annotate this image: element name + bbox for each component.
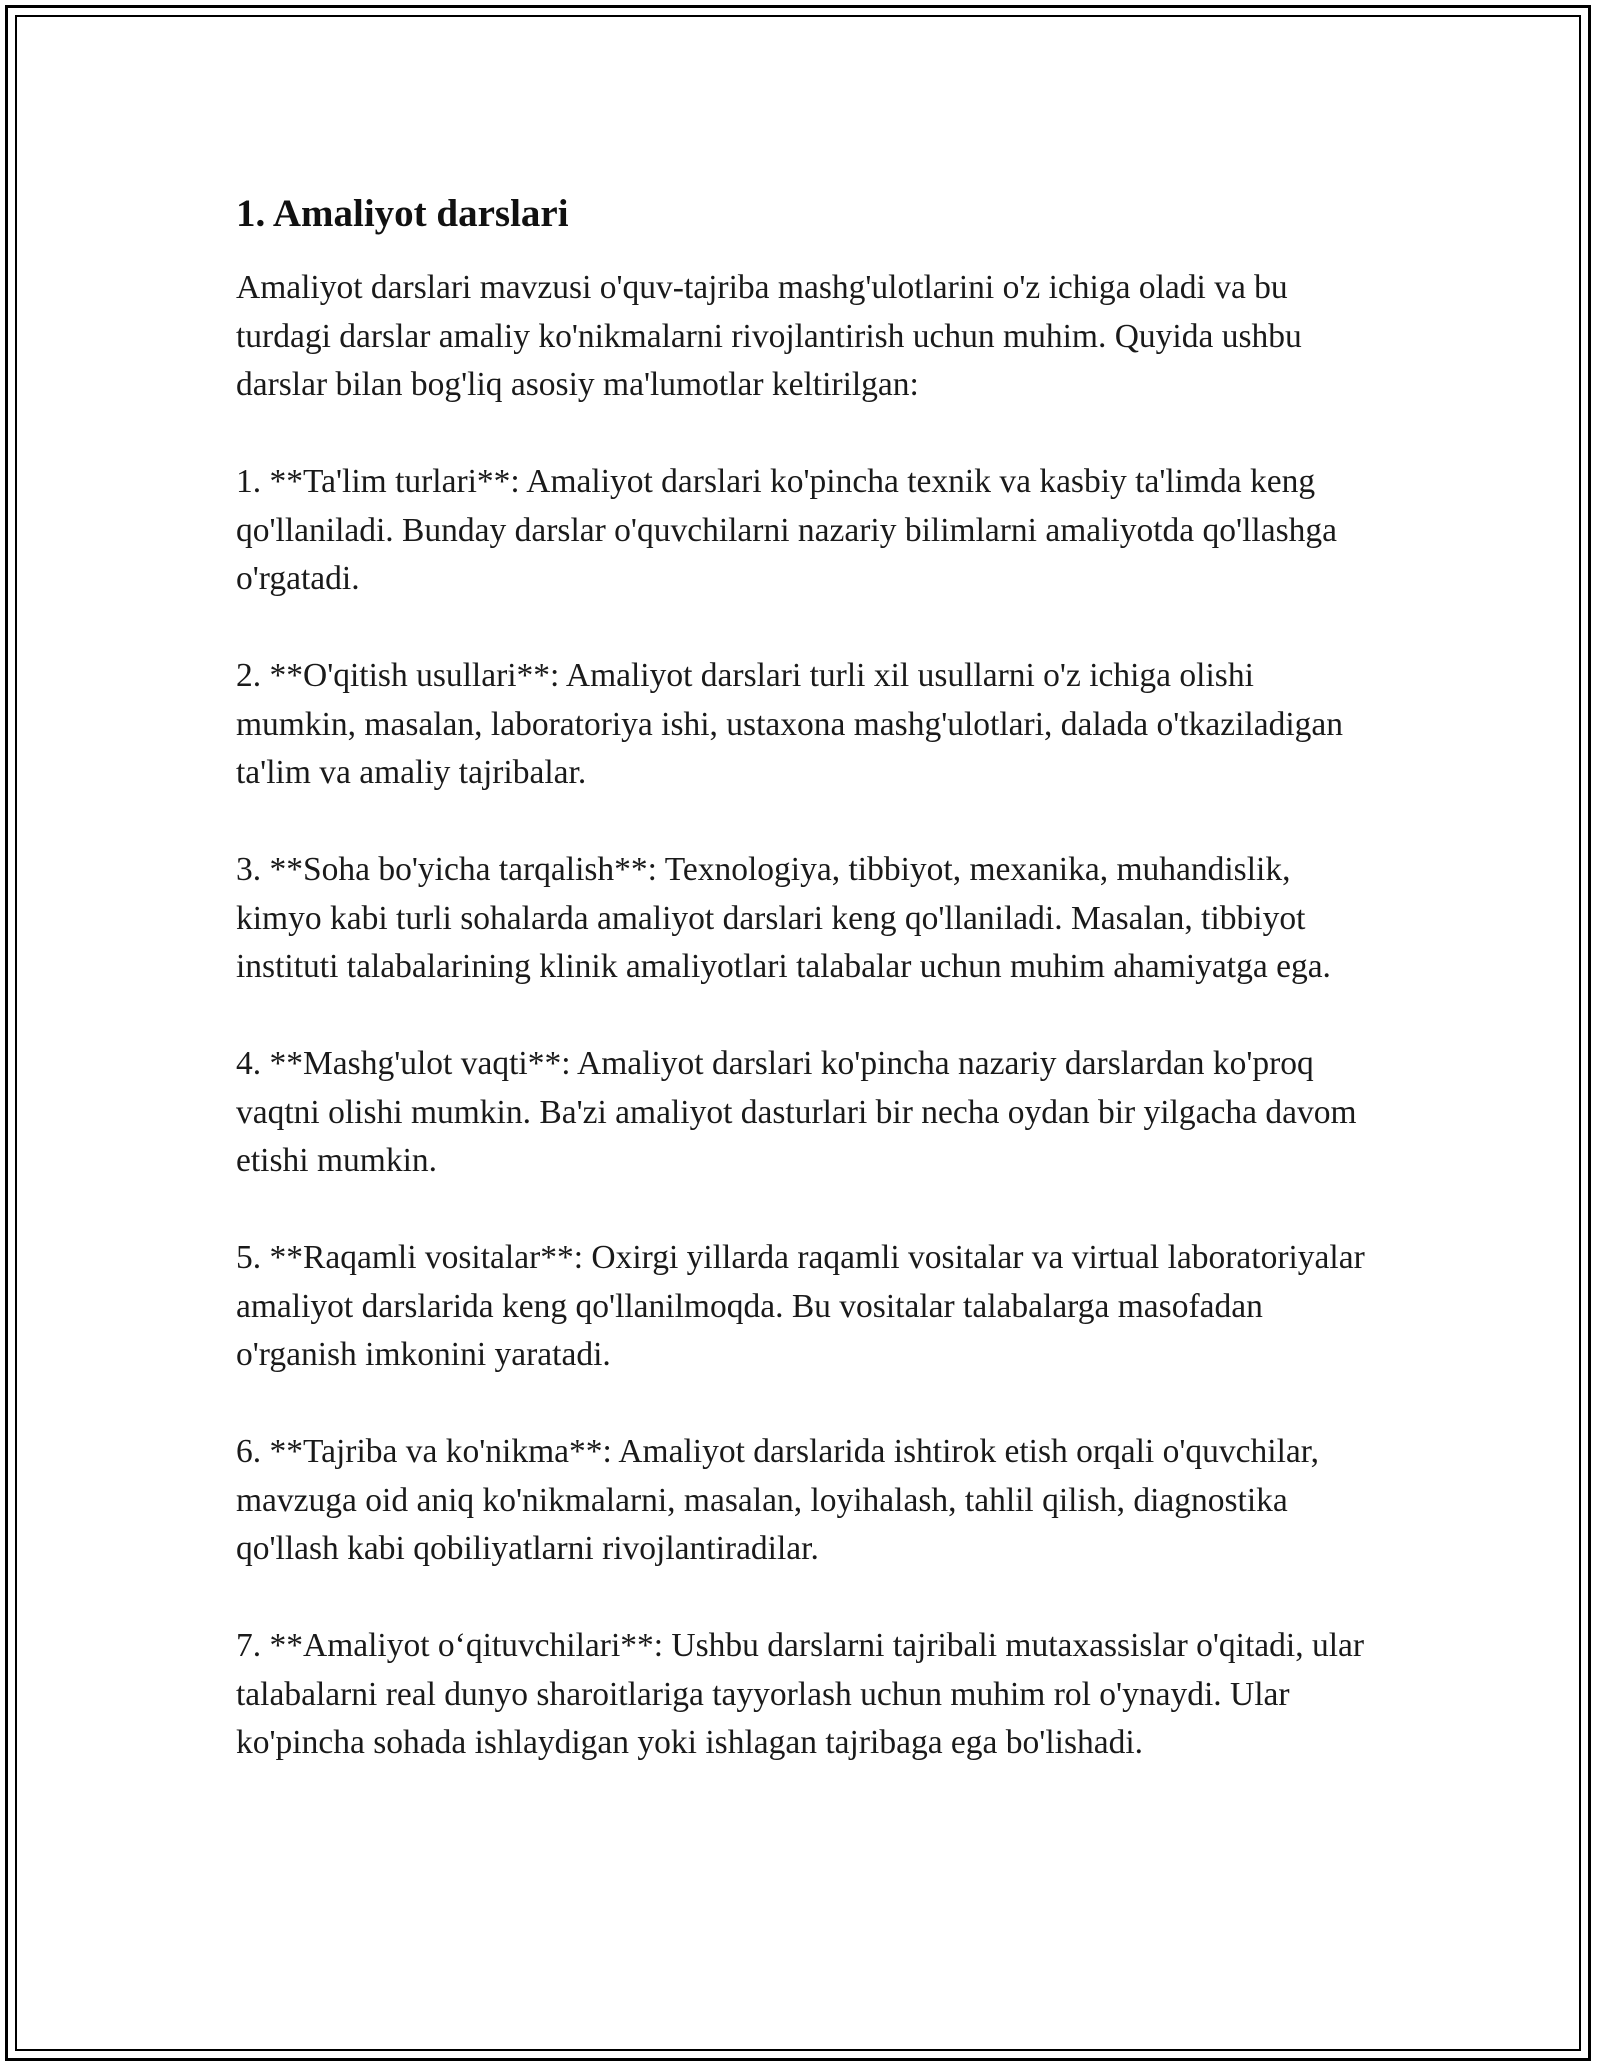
list-item-4: 4. **Mashg'ulot vaqti**: Amaliyot darslari ko'pincha nazariy darslardan ko'proq vaqtni olishi mumkin. Ba'zi amaliyot dasturlari bir necha oydan bir yilgacha davom etishi mumkin. — [236, 1045, 1357, 1179]
list-item-6: 6. **Tajriba va ko'nikma**: Amaliyot darslarida ishtirok etish orqali o'quvchilar, mavzuga oid aniq ko'nikmalarni, masalan, loyihalash, tahlil qilish, diagnostika qo'llash kabi qobiliyatlarni rivojlantiradilar. — [236, 1433, 1319, 1567]
list-item-3: 3. **Soha bo'yicha tarqalish**: Texnologiya, tibbiyot, mexanika, muhandislik, kimyo kabi turli sohalarda amaliyot darslari keng qo'llaniladi. Masalan, tibbiyot instituti talabalarining klinik amaliyotlari talabalar uchun muhim ahamiyatga ega. — [236, 851, 1331, 985]
list-item-2: 2. **O'qitish usullari**: Amaliyot darslari turli xil usullarni o'z ichiga olishi mumkin, masalan, laboratoriya ishi, ustaxona mashg'ulotlari, dalada o'tkaziladigan ta'lim va amaliy tajribalar. — [236, 657, 1344, 791]
list-item-5: 5. **Raqamli vositalar**: Oxirgi yillarda raqamli vositalar va virtual laboratoriyalar amaliyot darslarida keng qo'llanilmoqda. Bu vositalar talabalarga masofadan o'rganish imkonini yaratadi. — [236, 1239, 1365, 1373]
section-heading: 1. Amaliyot darslari — [236, 192, 569, 235]
list-item-7: 7. **Amaliyot o‘qituvchilari**: Ushbu darslarni tajribali mutaxassislar o'qitadi, ular talabalarni real dunyo sharoitlariga tayyorlash uchun muhim rol o'ynaydi. Ular ko'pincha sohada ishlaydigan yoki ishlagan tajribaga ega bo'lishadi. — [236, 1627, 1365, 1761]
list-item-1: 1. **Ta'lim turlari**: Amaliyot darslari ko'pincha texnik va kasbiy ta'limda keng qo'llaniladi. Bunday darslar o'quvchilarni nazariy bilimlarni amaliyotda qo'llashga o'rgatadi. — [236, 463, 1337, 597]
document-body — [236, 188, 1376, 1816]
intro-paragraph: Amaliyot darslari mavzusi o'quv-tajriba mashg'ulotlarini o'z ichiga oladi va bu turdagi darslar amaliy ko'nikmalarni rivojlantirish uchun muhim. Quyida ushbu darslar bilan bog'liq asosiy ma'lumotlar keltirilgan: — [236, 269, 1302, 403]
